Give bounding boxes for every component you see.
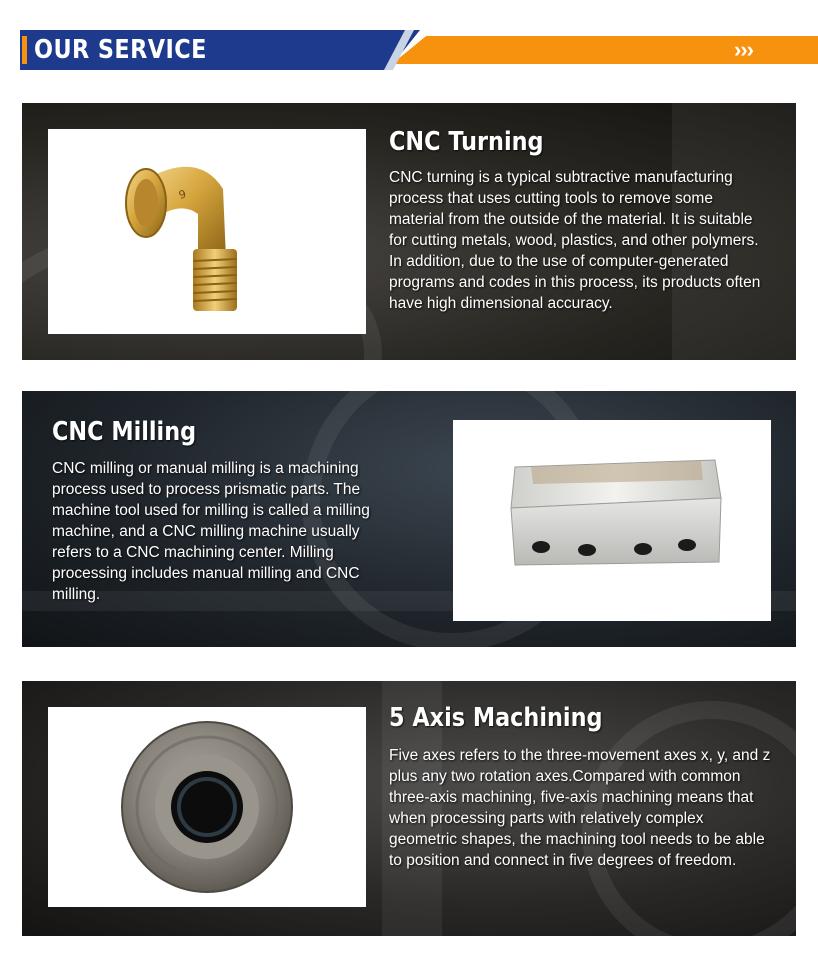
service-description: CNC milling or manual milling is a machining process used to process prismatic parts. The machine tool used for milling is called a milling machine, and a CNC milling machine usually refers to a CNC machining center. Milling processing includes manual milling and CNC milling.	[52, 460, 370, 603]
section-title: OUR SERVICE	[34, 35, 207, 65]
section-header	[0, 30, 818, 70]
header-accent-mark	[22, 36, 27, 64]
brass-fitting-illustration	[48, 129, 366, 334]
service-title: CNC Turning	[389, 127, 544, 157]
product-image-aluminum-block	[453, 420, 771, 621]
aluminum-block-illustration	[453, 420, 771, 621]
header-orange-band	[392, 36, 818, 64]
service-card-5-axis-machining	[22, 681, 796, 936]
product-image-steel-nut	[48, 707, 366, 907]
product-image-brass-fitting	[48, 129, 366, 334]
service-description: Five axes refers to the three-movement axes x, y, and z plus any two rotation axes.Compared with common three-axis machining, five-axis machining means that when processing parts with relatively complex geometric shapes, the machining tool needs to be able to position and connect in five degrees of freedom.	[389, 747, 771, 869]
service-title: CNC Milling	[52, 417, 197, 447]
service-title: 5 Axis Machining	[389, 703, 603, 733]
service-card-cnc-turning	[22, 103, 796, 360]
service-description: CNC turning is a typical subtractive manufacturing process that uses cutting tools to remove some material from the outside of the material. It is suitable for cutting metals, wood, plastics, and other polymers. In addition, due to the use of computer-generated programs and codes in this process, its products often have high dimensional accuracy.	[389, 169, 761, 312]
steel-nut-illustration	[48, 707, 366, 907]
chevrons-icon: ›››	[734, 37, 753, 62]
svg-text:9: 9	[177, 187, 188, 202]
service-card-cnc-milling	[22, 391, 796, 647]
